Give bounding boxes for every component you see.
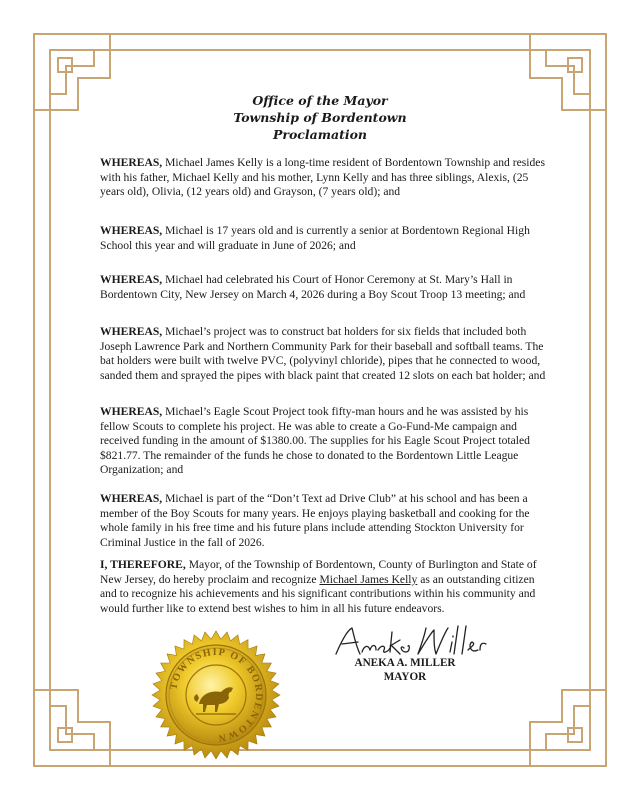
- closing-text-after: as an outstanding citizen and to recognize his achievements and his significant contributions within his community and would further like to extend best wishes to him in all his future endeavors.: [100, 572, 536, 615]
- header-title: Proclamation: [272, 127, 368, 142]
- signer-name: ANEKA A. MILLER: [354, 657, 456, 669]
- paragraph-text: Michael James Kelly is a long-time resident of Bordentown Township and resides with his father, Michael Kelly and his mother, Lynn Kelly and has three siblings, Alexis, (25 years old), Olivia, (12 years old) and Grayson, (7 years old); and: [100, 156, 545, 199]
- whereas-paragraph-4: [100, 325, 550, 383]
- signer-block: [335, 656, 475, 684]
- paragraph-text: Michael’s project was to construct bat holders for six fields that included both Joseph Lawrence Park and Northern Community Park for their baseball and softball teams. The bat holders were built with twelve PVC, (polyvinyl chloride), pipes that he connected to wood, sanded them and sprayed the pipes with black paint that created 12 slots on each bat holder; and: [100, 325, 546, 382]
- whereas-paragraph-3: [100, 273, 550, 302]
- paragraph-text: Michael is 17 years old and is currently a senior at Bordentown Regional High School this year and will graduate in June of 2026; and: [100, 224, 530, 252]
- therefore-lead: I, THEREFORE,: [100, 558, 186, 571]
- header-township: Township of Bordentown: [233, 110, 407, 125]
- therefore-paragraph: [100, 558, 550, 616]
- header-office: Office of the Mayor: [252, 93, 388, 108]
- document-header: [0, 92, 640, 143]
- paragraph-text: Michael’s Eagle Scout Project took fifty-man hours and he was assisted by his fellow Scouts to complete his project. He was able to create a Go-Fund-Me campaign and received funding in the amount of $1380.00. The supplies for his Eagle Scout Project totaled $821.77. The remainder of the funds he chose to donated to the Bordentown Little League Organization; and: [100, 405, 530, 477]
- whereas-lead: WHEREAS,: [100, 156, 163, 169]
- whereas-lead: WHEREAS,: [100, 224, 163, 237]
- whereas-lead: WHEREAS,: [100, 405, 163, 418]
- whereas-paragraph-5: [100, 405, 550, 478]
- signer-title: MAYOR: [383, 671, 427, 683]
- closing-text-before: Mayor, of the Township of Bordentown, County of Burlington and State of New Jersey, do hereby proclaim and recognize: [100, 558, 537, 586]
- honoree-name: Michael James Kelly: [319, 572, 418, 586]
- township-seal: [151, 630, 281, 760]
- whereas-paragraph-1: [100, 156, 550, 200]
- whereas-lead: WHEREAS,: [100, 325, 163, 338]
- whereas-lead: WHEREAS,: [100, 492, 163, 505]
- whereas-paragraph-6: [100, 492, 550, 550]
- paragraph-text: Michael is part of the “Don’t Text ad Drive Club” at his school and has been a member of the Boy Scouts for many years. He enjoys playing basketball and cooking for the whole family in his free time and his future plans include attending Stockton University for Criminal Justice in the fall of 2026.: [100, 492, 530, 549]
- svg-text:TOWNSHIP OF BORDENTOWN: TOWNSHIP OF BORDENTOWN: [168, 646, 265, 744]
- paragraph-text: Michael had celebrated his Court of Honor Ceremony at St. Mary’s Hall in Bordentown City, New Jersey on March 4, 2026 during a Boy Scout Troop 13 meeting; and: [100, 273, 526, 301]
- whereas-paragraph-2: [100, 224, 550, 253]
- whereas-lead: WHEREAS,: [100, 273, 163, 286]
